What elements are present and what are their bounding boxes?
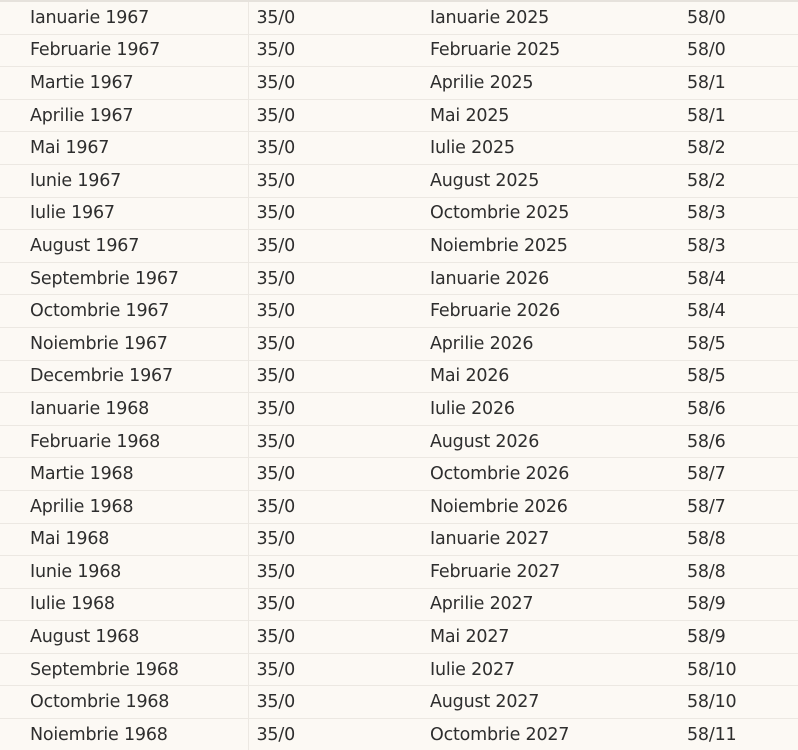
birth-date-cell: Septembrie 1968 xyxy=(0,653,248,686)
contribution-cell: 35/0 xyxy=(256,724,295,745)
table-row xyxy=(0,393,798,426)
birth-date-cell: August 1967 xyxy=(0,230,248,263)
retirement-age-cell: 58/7 xyxy=(680,458,798,491)
table-row xyxy=(0,588,798,621)
retirement-date-cell: Octombrie 2025 xyxy=(423,197,680,230)
table-row xyxy=(0,686,798,719)
retirement-date-cell: August 2027 xyxy=(423,686,680,719)
retirement-date-cell: Aprilie 2027 xyxy=(423,588,680,621)
table-row xyxy=(0,67,798,100)
retirement-date-cell: Februarie 2027 xyxy=(423,556,680,589)
retirement-age-cell: 58/8 xyxy=(680,523,798,556)
table-row xyxy=(0,653,798,686)
table-row xyxy=(0,719,798,750)
birth-date-cell: August 1968 xyxy=(0,621,248,654)
retirement-date-cell: Februarie 2025 xyxy=(423,34,680,67)
retirement-age-cell: 58/8 xyxy=(680,556,798,589)
table-row xyxy=(0,425,798,458)
retirement-date-cell: August 2025 xyxy=(423,164,680,197)
birth-date-cell: Aprilie 1968 xyxy=(0,490,248,523)
retirement-age-cell: 58/5 xyxy=(680,327,798,360)
contribution-cell: 35/0 xyxy=(248,327,423,360)
contribution-cell: 35/0 xyxy=(248,393,423,426)
contribution-cell: 35/0 xyxy=(248,458,423,491)
birth-date-cell: Martie 1968 xyxy=(0,458,248,491)
table-row xyxy=(0,490,798,523)
retirement-date-cell: Iulie 2025 xyxy=(423,132,680,165)
contribution-cell: 35/0 xyxy=(248,490,423,523)
table-row xyxy=(0,621,798,654)
contribution-cell: 35/0 xyxy=(248,425,423,458)
retirement-age-cell: 58/10 xyxy=(680,686,798,719)
contribution-cell: 35/0 xyxy=(248,262,423,295)
contribution-cell: 35/0 xyxy=(248,197,423,230)
retirement-date-cell: Februarie 2026 xyxy=(423,295,680,328)
retirement-date-cell: Iulie 2027 xyxy=(423,653,680,686)
data-table xyxy=(0,2,798,750)
birth-date-cell: Mai 1968 xyxy=(0,523,248,556)
retirement-age-cell: 58/2 xyxy=(680,164,798,197)
birth-date-cell: Iulie 1968 xyxy=(0,588,248,621)
contribution-cell: 35/0 xyxy=(248,360,423,393)
birth-date-cell: Ianuarie 1967 xyxy=(0,2,248,34)
contribution-cell: 35/0 xyxy=(248,164,423,197)
retirement-date-cell: Octombrie 2027 xyxy=(430,724,570,745)
birth-date-cell: Martie 1967 xyxy=(0,67,248,100)
contribution-cell: 35/0 xyxy=(248,67,423,100)
contribution-cell: 35/0 xyxy=(248,132,423,165)
birth-date-cell: Septembrie 1967 xyxy=(0,262,248,295)
retirement-age-cell: 58/10 xyxy=(680,653,798,686)
retirement-age-cell: 58/1 xyxy=(680,99,798,132)
table-row xyxy=(0,523,798,556)
birth-date-cell: Iunie 1967 xyxy=(0,164,248,197)
retirement-date-cell: Ianuarie 2026 xyxy=(423,262,680,295)
table-row xyxy=(0,458,798,491)
retirement-date-cell: Mai 2027 xyxy=(423,621,680,654)
retirement-age-cell: 58/6 xyxy=(680,393,798,426)
retirement-age-cell: 58/3 xyxy=(680,230,798,263)
retirement-date-cell: Mai 2026 xyxy=(423,360,680,393)
table-row xyxy=(0,262,798,295)
retirement-age-cell: 58/6 xyxy=(680,425,798,458)
retirement-age-cell: 58/4 xyxy=(680,262,798,295)
birth-date-cell: Aprilie 1967 xyxy=(0,99,248,132)
retirement-date-cell: Octombrie 2026 xyxy=(423,458,680,491)
retirement-age-cell: 58/1 xyxy=(680,67,798,100)
table-row xyxy=(0,197,798,230)
retirement-age-cell: 58/2 xyxy=(680,132,798,165)
retirement-date-cell: Aprilie 2025 xyxy=(423,67,680,100)
birth-date-cell: Iulie 1967 xyxy=(0,197,248,230)
retirement-date-cell: Ianuarie 2027 xyxy=(423,523,680,556)
birth-date-cell: Februarie 1968 xyxy=(0,425,248,458)
retirement-date-cell: Aprilie 2026 xyxy=(423,327,680,360)
table-row xyxy=(0,360,798,393)
retirement-age-cell: 58/7 xyxy=(680,490,798,523)
table-row xyxy=(0,2,798,34)
retirement-date-cell: Mai 2025 xyxy=(423,99,680,132)
birth-date-cell: Iunie 1968 xyxy=(0,556,248,589)
retirement-age-cell: 58/0 xyxy=(680,34,798,67)
table-row xyxy=(0,556,798,589)
retirement-date-cell: Noiembrie 2025 xyxy=(423,230,680,263)
contribution-cell: 35/0 xyxy=(248,34,423,67)
birth-date-cell: Ianuarie 1968 xyxy=(0,393,248,426)
retirement-age-cell: 58/4 xyxy=(680,295,798,328)
table-row xyxy=(0,230,798,263)
contribution-cell: 35/0 xyxy=(248,295,423,328)
contribution-cell: 35/0 xyxy=(248,230,423,263)
contribution-cell: 35/0 xyxy=(248,686,423,719)
retirement-date-cell: Noiembrie 2026 xyxy=(423,490,680,523)
retirement-date-cell: Iulie 2026 xyxy=(423,393,680,426)
contribution-cell: 35/0 xyxy=(248,588,423,621)
birth-date-cell: Octombrie 1967 xyxy=(0,295,248,328)
retirement-age-cell: 58/3 xyxy=(680,197,798,230)
table-body xyxy=(0,2,798,750)
contribution-cell: 35/0 xyxy=(248,653,423,686)
contribution-cell: 35/0 xyxy=(248,523,423,556)
birth-date-cell: Mai 1967 xyxy=(0,132,248,165)
retirement-age-cell: 58/9 xyxy=(680,588,798,621)
table-row xyxy=(0,34,798,67)
retirement-date-cell: Ianuarie 2025 xyxy=(423,2,680,34)
contribution-cell: 35/0 xyxy=(248,621,423,654)
birth-date-cell: Decembrie 1967 xyxy=(0,360,248,393)
table-row xyxy=(0,132,798,165)
table-row xyxy=(0,164,798,197)
table-row xyxy=(0,99,798,132)
table-row xyxy=(0,327,798,360)
table-row xyxy=(0,295,798,328)
retirement-age-cell: 58/5 xyxy=(680,360,798,393)
contribution-cell: 35/0 xyxy=(248,99,423,132)
birth-date-cell: Februarie 1967 xyxy=(0,34,248,67)
birth-date-cell: Noiembrie 1967 xyxy=(0,327,248,360)
retirement-age-cell: 58/9 xyxy=(680,621,798,654)
retirement-age-cell: 58/11 xyxy=(687,724,737,745)
birth-date-cell: Octombrie 1968 xyxy=(0,686,248,719)
retirement-date-cell: August 2026 xyxy=(423,425,680,458)
contribution-cell: 35/0 xyxy=(248,2,423,34)
contribution-cell: 35/0 xyxy=(248,556,423,589)
retirement-age-cell: 58/0 xyxy=(680,2,798,34)
birth-date-cell: Noiembrie 1968 xyxy=(0,719,248,750)
